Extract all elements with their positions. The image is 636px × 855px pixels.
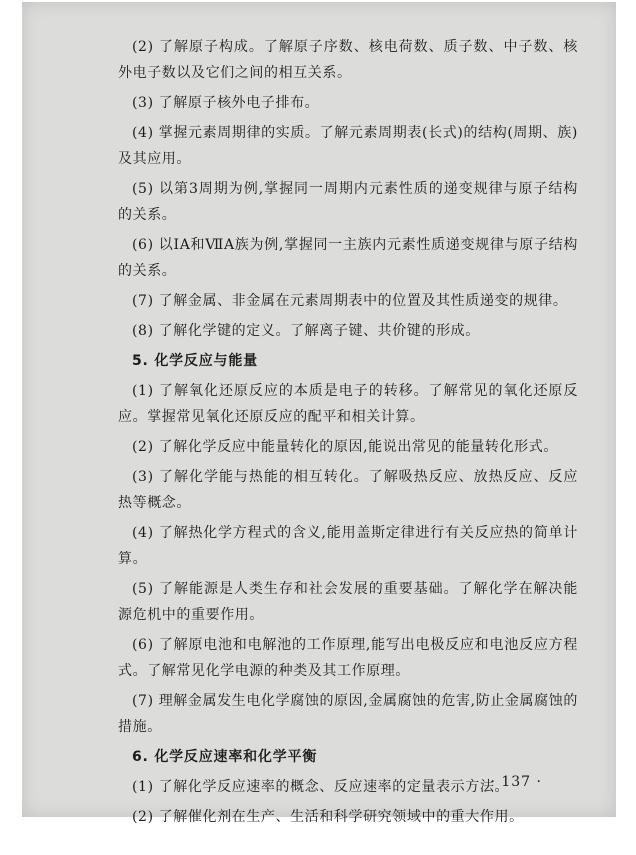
item-chemical-bond: (8) 了解化学键的定义。了解离子键、共价键的形成。 xyxy=(132,323,480,339)
item-metals-nonmetals: (7) 了解金属、非金属在元素周期表中的位置及其性质递变的规律。 xyxy=(132,293,568,309)
item-main-group: (6) 以ⅠA和ⅦA族为例,掌握同一主族内元素性质递变规律与原子结构的关系。 xyxy=(118,237,578,279)
item-chemical-thermal-energy: (3) 了解化学能与热能的相互转化。了解吸热反应、放热反应、反应热等概念。 xyxy=(118,469,578,511)
item-catalyst: (2) 了解催化剂在生产、生活和科学研究领域中的重大作用。 xyxy=(132,809,524,825)
item-period-3: (5) 以第3周期为例,掌握同一周期内元素性质的递变规律与原子结构的关系。 xyxy=(118,181,578,223)
item-redox: (1) 了解氧化还原反应的本质是电子的转移。了解常见的氧化还原反应。掌握常见氧化还原反应的配平和相关计算。 xyxy=(118,383,578,425)
item-energy-conversion: (2) 了解化学反应中能量转化的原因,能说出常见的能量转化形式。 xyxy=(132,439,558,455)
item-reaction-rate: (1) 了解化学反应速率的概念、反应速率的定量表示方法。 xyxy=(132,779,510,795)
item-corrosion: (7) 理解金属发生电化学腐蚀的原因,金属腐蚀的危害,防止金属腐蚀的措施。 xyxy=(118,693,578,735)
item-electron-configuration: (3) 了解原子核外电子排布。 xyxy=(132,95,320,111)
item-battery-electrolysis: (6) 了解原电池和电解池的工作原理,能写出电极反应和电池反应方程式。了解常见化学电源的种类及其工作原理。 xyxy=(118,637,578,679)
item-periodic-law: (4) 掌握元素周期律的实质。了解元素周期表(长式)的结构(周期、族)及其应用。 xyxy=(118,125,578,167)
item-atomic-structure: (2) 了解原子构成。了解原子序数、核电荷数、质子数、中子数、核外电子数以及它们之间的相互关系。 xyxy=(118,39,578,81)
item-thermochemical-equation: (4) 了解热化学方程式的含义,能用盖斯定律进行有关反应热的简单计算。 xyxy=(118,525,578,567)
page-number: · 137 · xyxy=(490,774,542,790)
page-content xyxy=(118,34,578,834)
item-energy-source: (5) 了解能源是人类生存和社会发展的重要基础。了解化学在解决能源危机中的重要作用。 xyxy=(118,581,578,623)
section-heading-reaction-energy: 5. 化学反应与能量 xyxy=(132,353,258,369)
section-heading-rate-equilibrium: 6. 化学反应速率和化学平衡 xyxy=(132,749,318,765)
book-page xyxy=(22,2,616,825)
